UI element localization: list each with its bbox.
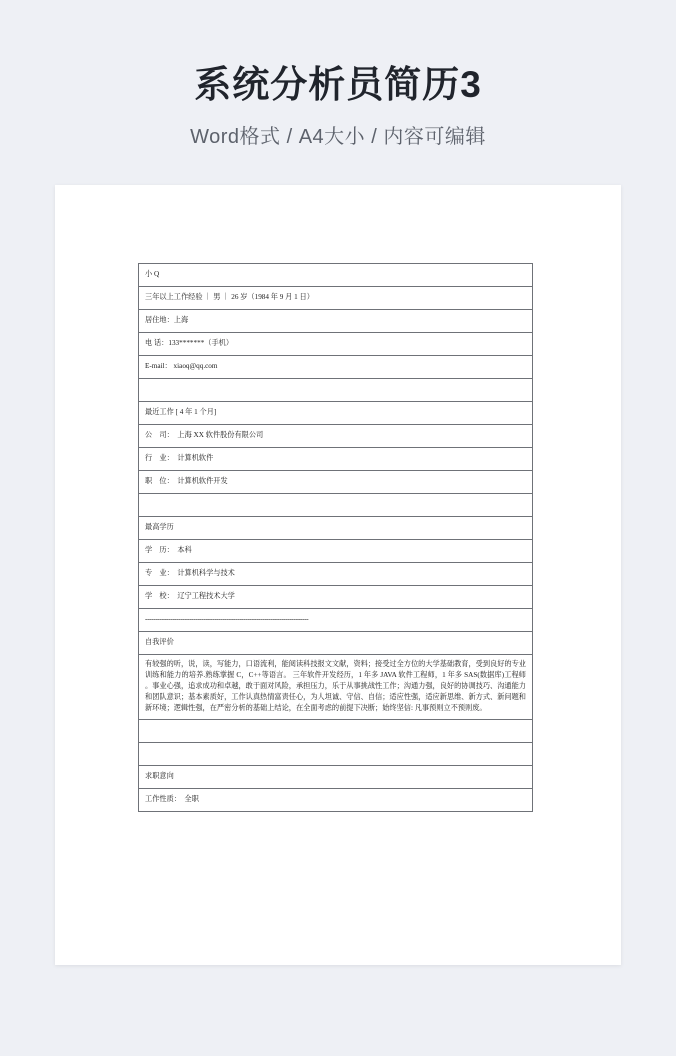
- document-preview-sheet[interactable]: [55, 185, 621, 965]
- degree-row: 学 历： 本科: [139, 540, 533, 563]
- table-row: [139, 766, 533, 789]
- page-subtitle: Word格式 / A4大小 / 内容可编辑: [190, 126, 486, 148]
- self-eval-header: 自我评价: [139, 632, 533, 655]
- table-row: [139, 655, 533, 720]
- email-row: E-mail： xiaoq@qq.com: [139, 356, 533, 379]
- position-row: 职 位： 计算机软件开发: [139, 471, 533, 494]
- table-row: [139, 586, 533, 609]
- table-row: [139, 333, 533, 356]
- table-row: [139, 287, 533, 310]
- school-row: 学 校： 辽宁工程技术大学: [139, 586, 533, 609]
- name-row: 小 Q: [139, 264, 533, 287]
- phone-row: 电 话：133*******（手机）: [139, 333, 533, 356]
- resume-table: [138, 263, 533, 812]
- table-row: [139, 632, 533, 655]
- table-row: [139, 356, 533, 379]
- table-row: [139, 425, 533, 448]
- table-row: [139, 789, 533, 812]
- table-row: [139, 609, 533, 632]
- job-nature-row: 工作性质： 全职: [139, 789, 533, 812]
- table-row: [139, 402, 533, 425]
- residence-row: 居住地：上海: [139, 310, 533, 333]
- table-row: [139, 720, 533, 743]
- table-row: [139, 540, 533, 563]
- table-row: [139, 379, 533, 402]
- blank-row-3: [139, 720, 533, 743]
- resume-document: [138, 263, 533, 812]
- page-fade-overlay: [55, 943, 621, 965]
- page-header: [0, 0, 676, 149]
- table-row: [139, 517, 533, 540]
- company-row: 公 司： 上海 XX 软件股份有限公司: [139, 425, 533, 448]
- job-intent-header: 求职意向: [139, 766, 533, 789]
- table-row: [139, 563, 533, 586]
- education-header: 最高学历: [139, 517, 533, 540]
- industry-row: 行 业： 计算机软件: [139, 448, 533, 471]
- divider-row: ------------------------------------------------------------------------------: [139, 609, 533, 632]
- blank-row-2: [139, 494, 533, 517]
- recent-work-header: 最近工作 [ 4 年 1 个月]: [139, 402, 533, 425]
- page-title: 系统分析员简历3: [194, 64, 482, 105]
- self-eval-body: 有较强的听，说，读，写能力，口语流利，能阅读科技报文文献，资料；接受过全方位的大学基础教育，受到良好的专业训练和能力的培养.熟练掌握 C，C++等语言。 三年软件开发经历，1 年多 JAVA 软件工程师，1 年多 SAS(数据库)工程师 。事业心强，追求成功和卓越，敢于面对风险，承担压力，乐于从事挑战性工作；沟通力强，良好的协调技巧、沟通能力和团队意识；基本素质好，工作认真热情富责任心，为人坦诚、守信、自信；适应性强，适应新思维、新方式、新问题和新环境；逻辑性强，在严密分析的基础上结论，在全面考虑的前提下决断；始终坚信: 凡事预则立不预则废。: [139, 655, 533, 720]
- table-row: [139, 448, 533, 471]
- resume-table-body: [139, 264, 533, 812]
- major-row: 专 业： 计算机科学与技术: [139, 563, 533, 586]
- blank-row-4: [139, 743, 533, 766]
- blank-row-1: [139, 379, 533, 402]
- table-row: [139, 264, 533, 287]
- table-row: [139, 494, 533, 517]
- table-row: [139, 471, 533, 494]
- table-row: [139, 743, 533, 766]
- summary-row: 三年以上工作经验 ｜ 男 ｜ 26 岁（1984 年 9 月 1 日）: [139, 287, 533, 310]
- table-row: [139, 310, 533, 333]
